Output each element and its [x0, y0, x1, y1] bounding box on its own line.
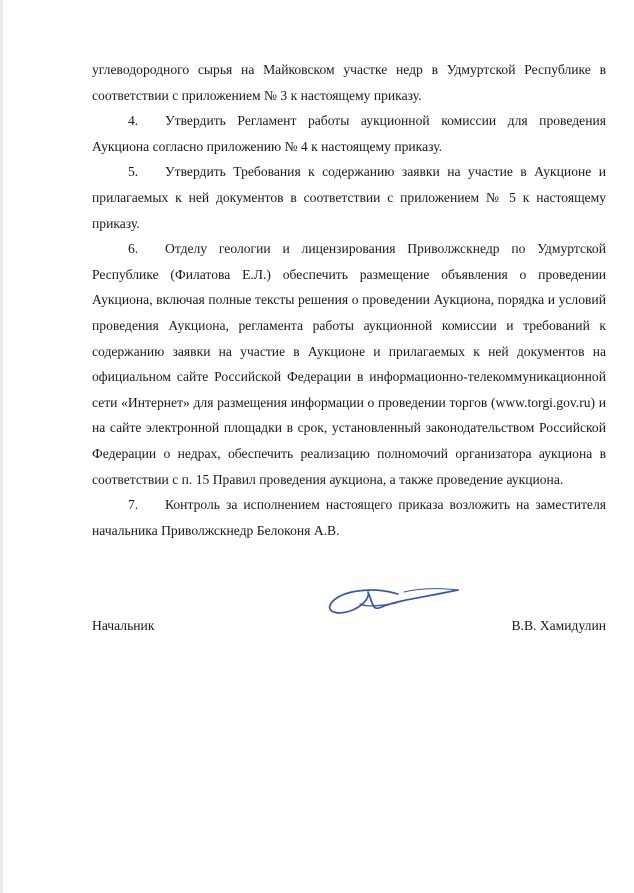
signer-name: В.В. Хамидулин: [511, 618, 606, 633]
paragraph-item-5: [92, 159, 606, 236]
paragraph-text: Контроль за исполнением настоящего приказа возложить на заместителя начальника Приволжскнедр Белоконя А.В.: [92, 497, 606, 538]
paragraph-number: 7.: [128, 497, 139, 513]
paragraph-text: углеводородного сырья на Майковском участке недр в Удмуртской Республике в соответствии с приложением № 3 к настоящему приказу.: [92, 62, 606, 103]
paragraph-number: 4.: [128, 113, 139, 129]
paragraph-number: 5.: [128, 164, 139, 180]
position-title: Начальник: [92, 618, 155, 633]
paragraph-continuation: [92, 57, 606, 108]
paragraph-item-4: [92, 108, 606, 159]
paragraph-text: Утвердить Требования к содержанию заявки на участие в Аукционе и прилагаемых к ней документов в соответствии с приложением № 5 к настоящему приказу.: [92, 164, 606, 231]
signature-block: [92, 618, 606, 644]
order-text-body: [92, 57, 606, 543]
paragraph-text: Отделу геологии и лицензирования Приволжскнедр по Удмуртской Республике (Филатова Е.Л.) обеспечить размещение объявления о проведении Аукциона, включая полные тексты решения о проведении Аукциона, порядка и условий проведения Аукциона, регламента работы аукционной комиссии и требований к содержанию заявки на участие в Аукционе и прилагаемых к ней документов на официальном сайте Российской Федерации в информационно-телекоммуникационной сети «Интернет» для размещения информации о проведении торгов (www.torgi.gov.ru) и на сайте электронной площадки в срок, установленный законодательством Российской Федерации о недрах, обеспечить реализацию полномочий организатора аукциона в соответствии с п. 15 Правил проведения аукциона, а также проведение аукциона.: [92, 241, 606, 487]
paragraph-item-6: [92, 236, 606, 492]
paragraph-text: Утвердить Регламент работы аукционной комиссии для проведения Аукциона согласно приложению № 4 к настоящему приказу.: [92, 113, 606, 154]
scan-edge-shadow: [0, 0, 3, 893]
paragraph-item-7: [92, 492, 606, 543]
paragraph-number: 6.: [128, 241, 139, 257]
